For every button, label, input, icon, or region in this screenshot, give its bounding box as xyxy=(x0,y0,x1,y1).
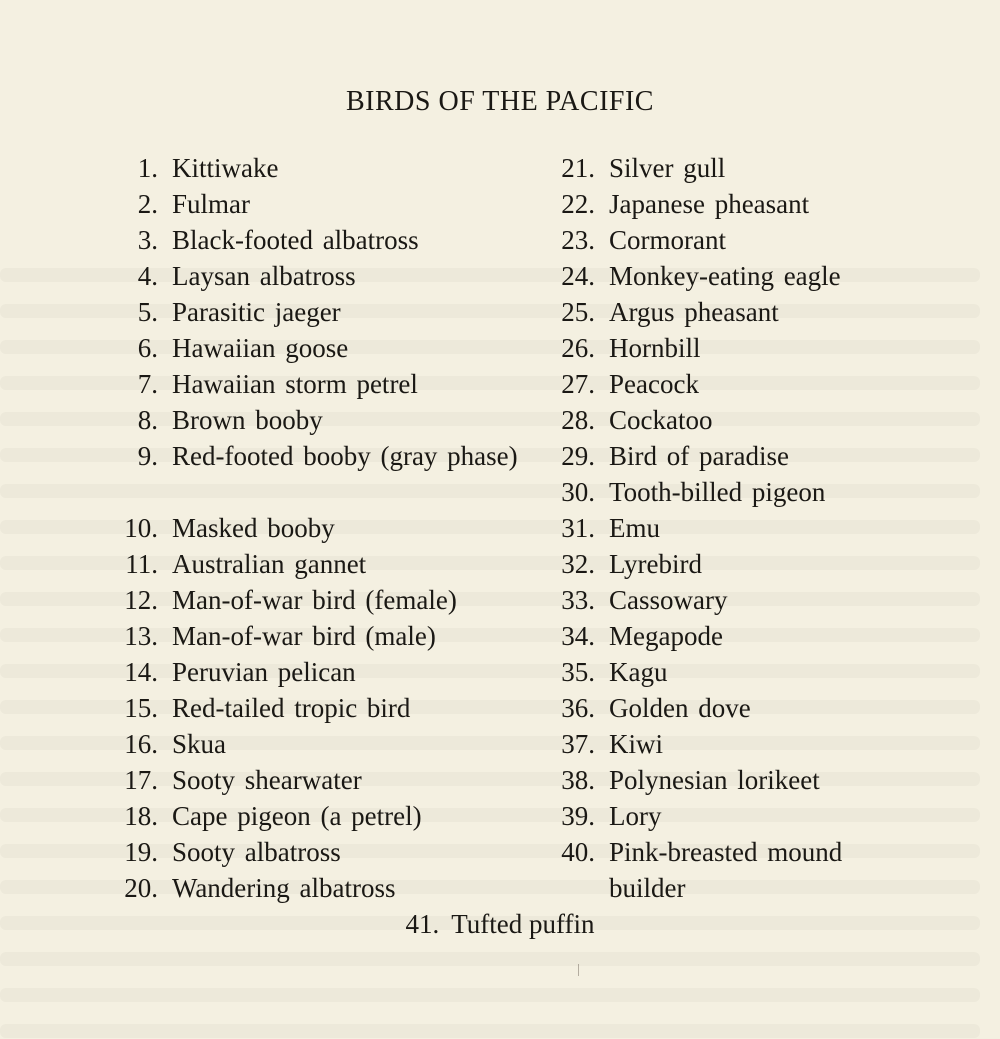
item-name: Golden dove xyxy=(609,693,751,723)
item-name: Fulmar xyxy=(172,189,250,219)
item-number: 41. xyxy=(405,909,440,939)
list-item xyxy=(108,222,538,258)
item-number: 23. xyxy=(561,225,595,255)
page-title: BIRDS OF THE PACIFIC xyxy=(346,86,654,117)
item-name: Sooty shearwater xyxy=(172,765,362,795)
item-number: 26. xyxy=(561,333,595,363)
list-item xyxy=(108,546,538,582)
item-number: 2. xyxy=(137,189,158,219)
item-number: 21. xyxy=(561,153,595,183)
item-number: 11. xyxy=(125,549,158,579)
item-number: 28. xyxy=(561,405,595,435)
item-name: Argus pheasant xyxy=(609,297,779,327)
item-number: 34. xyxy=(561,621,595,651)
list-item xyxy=(108,654,538,690)
item-name: Hornbill xyxy=(609,333,701,363)
item-number: 14. xyxy=(124,657,158,687)
item-number: 36. xyxy=(561,693,595,723)
item-name: Kittiwake xyxy=(172,153,279,183)
item-number: 5. xyxy=(137,297,158,327)
item-name: Pink-breasted mound builder xyxy=(609,837,843,903)
item-name: Cockatoo xyxy=(609,405,713,435)
item-name: Red-tailed tropic bird xyxy=(172,693,411,723)
list-item xyxy=(543,222,983,258)
item-number: 22. xyxy=(561,189,595,219)
list-item xyxy=(108,186,538,222)
item-name: Masked booby xyxy=(172,513,335,543)
item-number: 16. xyxy=(124,729,158,759)
item-number: 15. xyxy=(124,693,158,723)
item-name: Cormorant xyxy=(609,225,726,255)
item-name: Brown booby xyxy=(172,405,323,435)
item-number: 3. xyxy=(137,225,158,255)
list-item xyxy=(108,618,538,654)
list-item xyxy=(543,258,983,294)
list-item xyxy=(543,690,983,726)
item-number: 18. xyxy=(124,801,158,831)
item-number: 7. xyxy=(137,369,158,399)
item-name: Lyrebird xyxy=(609,549,702,579)
item-number: 40. xyxy=(561,837,595,867)
list-item xyxy=(108,582,538,618)
item-number: 31. xyxy=(561,513,595,543)
list-item xyxy=(543,150,983,186)
item-name: Kagu xyxy=(609,657,668,687)
item-name: Hawaiian goose xyxy=(172,333,349,363)
item-name: Man-of-war bird (female) xyxy=(172,585,457,615)
item-number: 1. xyxy=(137,153,158,183)
item-number: 19. xyxy=(124,837,158,867)
item-name: Man-of-war bird (male) xyxy=(172,621,436,651)
item-number: 27. xyxy=(561,369,595,399)
list-item xyxy=(108,870,538,906)
item-number: 20. xyxy=(124,873,158,903)
list-item xyxy=(543,186,983,222)
list-item xyxy=(108,726,538,762)
list-item xyxy=(543,366,983,402)
item-name: Peruvian pelican xyxy=(172,657,356,687)
item-name: Hawaiian storm petrel xyxy=(172,369,418,399)
item-number: 4. xyxy=(137,261,158,291)
list-item xyxy=(543,546,983,582)
list-item xyxy=(108,690,538,726)
list-item xyxy=(543,798,983,834)
list-item xyxy=(543,582,983,618)
item-name: Monkey-eating eagle xyxy=(609,261,841,291)
item-name: Cassowary xyxy=(609,585,728,615)
item-name: Tooth-billed pigeon xyxy=(609,477,826,507)
item-number: 8. xyxy=(137,405,158,435)
item-number: 25. xyxy=(561,297,595,327)
list-item xyxy=(543,618,983,654)
item-name: Megapode xyxy=(609,621,723,651)
list-item xyxy=(543,438,983,474)
item-number: 33. xyxy=(561,585,595,615)
item-name: Bird of paradise xyxy=(609,441,789,471)
item-name: Laysan albatross xyxy=(172,261,356,291)
list-item xyxy=(108,330,538,366)
item-number: 35. xyxy=(561,657,595,687)
list-item xyxy=(108,798,538,834)
item-name: Sooty albatross xyxy=(172,837,341,867)
item-number: 30. xyxy=(561,477,595,507)
item-number: 10. xyxy=(124,513,158,543)
list-item xyxy=(108,258,538,294)
item-name: Kiwi xyxy=(609,729,663,759)
list-item xyxy=(108,366,538,402)
item-number: 29. xyxy=(561,441,595,471)
list-item xyxy=(108,402,538,438)
item-name: Wandering albatross xyxy=(172,873,396,903)
list-item xyxy=(108,150,538,186)
item-name: Red-footed booby (gray phase) xyxy=(172,441,518,471)
item-name: Skua xyxy=(172,729,226,759)
item-name: Silver gull xyxy=(609,153,726,183)
item-name: Black-footed albatross xyxy=(172,225,419,255)
item-name: Lory xyxy=(609,801,662,831)
item-number: 9. xyxy=(137,441,158,471)
list-item xyxy=(543,726,983,762)
item-name: Peacock xyxy=(609,369,699,399)
item-number: 6. xyxy=(137,333,158,363)
item-name: Tufted puffin xyxy=(451,909,595,939)
item-name: Polynesian lorikeet xyxy=(609,765,820,795)
list-item xyxy=(543,294,983,330)
list-item xyxy=(543,654,983,690)
list-item xyxy=(543,834,983,906)
list-item xyxy=(543,510,983,546)
item-name: Emu xyxy=(609,513,660,543)
item-name: Parasitic jaeger xyxy=(172,297,341,327)
item-number: 24. xyxy=(561,261,595,291)
item-number: 32. xyxy=(561,549,595,579)
item-name: Japanese pheasant xyxy=(609,189,810,219)
item-name: Cape pigeon (a petrel) xyxy=(172,801,422,831)
item-number: 38. xyxy=(561,765,595,795)
list-item xyxy=(108,834,538,870)
list-item xyxy=(543,762,983,798)
item-number: 13. xyxy=(124,621,158,651)
list-item xyxy=(543,402,983,438)
list-item xyxy=(543,474,983,510)
list-item xyxy=(108,438,538,510)
item-number: 17. xyxy=(124,765,158,795)
right-column xyxy=(543,150,983,906)
list-item xyxy=(108,294,538,330)
list-item xyxy=(108,762,538,798)
list-item xyxy=(543,330,983,366)
item-name: Australian gannet xyxy=(172,549,367,579)
page-mark xyxy=(578,964,579,976)
left-column xyxy=(108,150,538,906)
item-number: 39. xyxy=(561,801,595,831)
final-list-item xyxy=(0,906,1000,942)
item-number: 37. xyxy=(561,729,595,759)
list-item xyxy=(108,510,538,546)
item-number: 12. xyxy=(124,585,158,615)
